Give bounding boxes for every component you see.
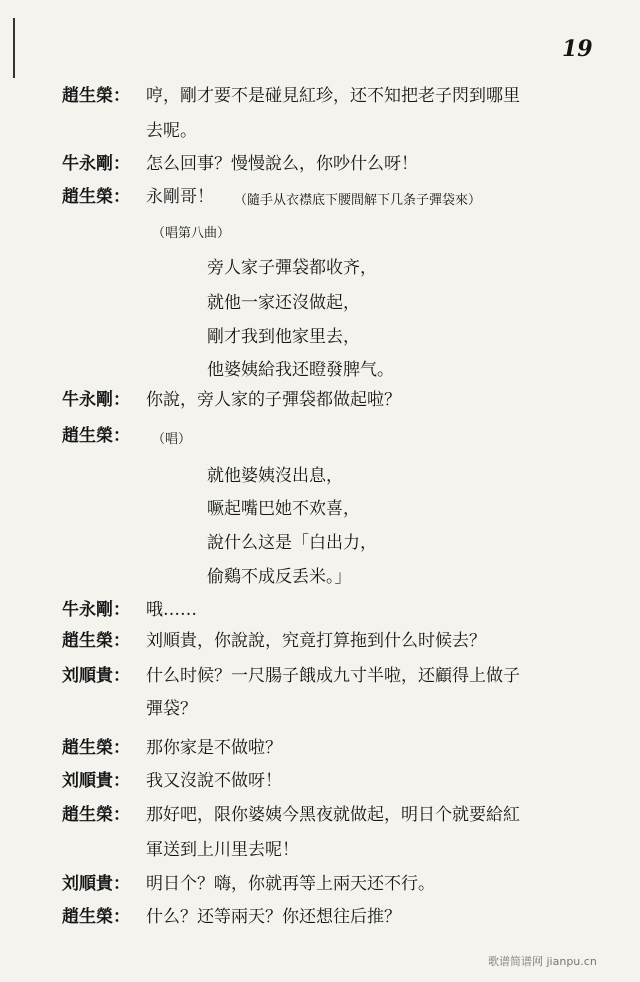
verse-line: 就他一家还沒做起， [207, 293, 360, 313]
verse-line: 就他婆姨沒出息， [207, 466, 343, 486]
verse-line: 剛才我到他家里去， [207, 327, 360, 347]
verse-line: 旁人家子彈袋都收齐， [207, 258, 377, 278]
dialogue-text: 永剛哥！ [146, 187, 214, 207]
watermark: 歌谱简谱网 jianpu.cn [488, 955, 597, 968]
dialogue-text: 刘順貴，你說說，究竟打算拖到什么时候去？ [146, 631, 486, 651]
speaker-label: 牛永剛： [62, 600, 130, 620]
speaker-label: 牛永剛： [62, 390, 130, 410]
dialogue-text: 我又沒說不做呀！ [146, 771, 282, 791]
verse-line: 他婆姨給我还瞪發脾气。 [207, 360, 394, 380]
speaker-label: 趙生榮： [62, 86, 130, 106]
speaker-label: 趙生榮： [62, 907, 130, 927]
stage-direction: （唱第八曲） [152, 226, 231, 241]
dialogue-continuation: 軍送到上川里去呢！ [146, 840, 299, 860]
dialogue-text: 什么时候？一尺腸子餓成九寸半啦，还顧得上做子 [146, 666, 520, 686]
speaker-label: 刘順貴： [62, 666, 130, 686]
dialogue-text: 你說，旁人家的子彈袋都做起啦？ [146, 390, 401, 410]
verse-line: 偷鷄不成反丢米。」 [207, 567, 352, 587]
verse-line: 說什么这是「白出力， [207, 533, 377, 553]
margin-line [13, 18, 15, 78]
stage-direction: （唱） [152, 432, 192, 447]
speaker-label: 刘順貴： [62, 874, 130, 894]
verse-line: 噘起嘴巴她不欢喜， [207, 499, 360, 519]
speaker-label: 趙生榮： [62, 631, 130, 651]
speaker-label: 牛永剛： [62, 154, 130, 174]
speaker-label: 趙生榮： [62, 187, 130, 207]
dialogue-text: 什么？还等兩天？你还想往后推？ [146, 907, 401, 927]
page-number: 19 [562, 36, 593, 62]
stage-direction: （隨手从衣襟底下腰間解下几条子彈袋來） [234, 193, 482, 208]
speaker-label: 趙生榮： [62, 805, 130, 825]
speaker-label: 趙生榮： [62, 426, 130, 446]
dialogue-text: 怎么回事？慢慢說么，你吵什么呀！ [146, 154, 418, 174]
dialogue-text: 那你家是不做啦？ [146, 738, 282, 758]
dialogue-continuation: 去呢。 [146, 121, 197, 141]
speaker-label: 趙生榮： [62, 738, 130, 758]
dialogue-text: 哼，剛才要不是碰見紅珍，还不知把老子閃到哪里 [146, 86, 520, 106]
dialogue-continuation: 彈袋？ [146, 699, 197, 719]
dialogue-text: 明日个？嗨，你就再等上兩天还不行。 [146, 874, 435, 894]
dialogue-text: 哦…… [146, 600, 197, 620]
speaker-label: 刘順貴： [62, 771, 130, 791]
dialogue-text: 那好吧，限你婆姨今黑夜就做起，明日个就要給紅 [146, 805, 520, 825]
